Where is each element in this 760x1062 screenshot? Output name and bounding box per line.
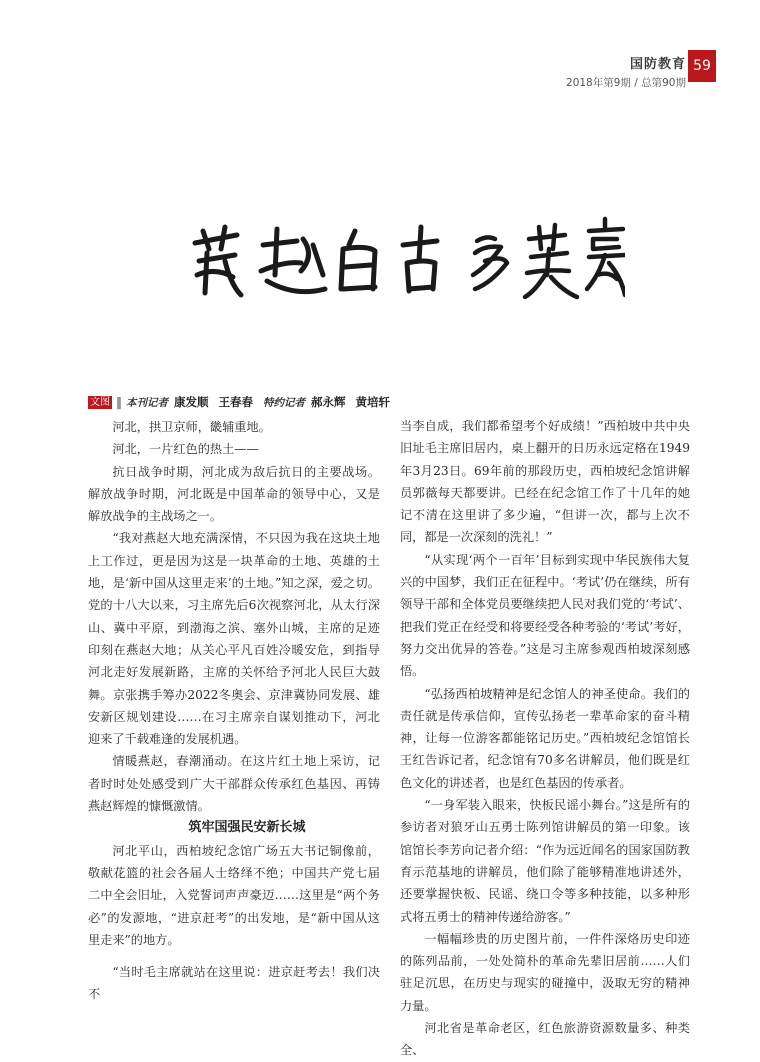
paragraph: 河北平山，西柏坡纪念馆广场五大书记铜像前，敬献花篮的社会各届人士络绎不绝；中国共产党七届二中全会旧址，入党誓词声声豪迈……这里是“两个务必”的发源地，“进京赶考”的出发地，是“新中国从这里走来”的地方。 [88,843,380,947]
paragraph: 河北，拱卫京师，畿辅重地。 [112,420,271,434]
journal-name: 国防教育 [629,57,686,72]
paragraph: “一身军装入眼来，快板民谣小舞台。”这是所有的参访者对狼牙山五勇士陈列馆讲解员的第一印象。该馆馆长李芳向记者介绍：“作为远近闻名的国家国防教育示范基地的讲解员，他们除了能够精准地讲述外，还要掌握快板、民谣、绕口令等多种技能，以多种形式将五勇士的精神传递给游客。” [400,798,690,924]
paragraph: 河北，一片红色的热土—— [112,442,259,457]
author-name: 康发顺 [174,395,209,409]
paragraph: “当时毛主席就站在这里说：进京赶考去！我们决不 [88,965,380,1002]
paragraph: 河北省是革命老区，红色旅游资源数量多、种类全、 [400,1021,690,1058]
running-header [566,53,686,90]
paragraph: 当李自成，我们都希望考个好成绩！”西柏坡中共中央旧址毛主席旧居内，桌上翻开的日历永远定格在1949年3月23日。69年前的那段历史，西柏坡纪念馆讲解员郭薇每天都要讲。已经在纪念馆工作了十几年的她记不清在这里讲了多少遍，“但讲一次，都与上次不同，都是一次深刻的洗礼！” [400,419,690,545]
paragraph: “弘扬西柏坡精神是纪念馆人的神圣使命。我们的责任就是传承信仰，宣传弘扬老一辈革命家的奋斗精神，让每一位游客都能铭记历史。”西柏坡纪念馆馆长王红告诉记者，纪念馆有70多名讲解员，他们既是红色文化的讲述者，也是红色基因的传承者。 [400,686,690,790]
page-number-badge: 59 [688,50,716,82]
section-heading: 筑牢国强民安新长城 [188,820,306,836]
paragraph: 情暖燕赵，春潮涌动。在这片红土地上采访，记者时时处处感受到广大干部群众传承红色基因、再铸燕赵辉煌的慷慨激情。 [88,754,380,814]
byline-role-staff: 本刊记者 [126,396,168,409]
paragraph: 一幅幅珍贵的历史图片前，一件件深烙历史印迹的陈列品前，一处处简朴的革命先辈旧居前……人们驻足沉思，在历史与现实的碰撞中，汲取无穷的精神力量。 [400,931,690,1013]
calligraphy-title-art [185,205,625,315]
right-column [400,415,690,1062]
byline-tag: 文图 [90,396,110,408]
paragraph: “从实现‘两个一百年’目标到实现中华民族伟大复兴的中国梦，我们正在征程中。‘考试’仍在继续，所有领导干部和全体党员要继续把人民对我们党的‘考试’、把我们党正在经受和将要经受各种考验的‘考试’考好，努力交出优异的答卷。”这是习主席参观西柏坡深刻感悟。 [400,552,690,679]
paragraph: “我对燕赵大地充满深情，不只因为我在这块土地上工作过，更是因为这是一块革命的土地、英雄的土地，是‘新中国从这里走来’的土地。”知之深，爱之切。党的十八大以来，习主席先后6次视察河北，从太行深山、冀中平原，到渤海之滨、塞外山城，主席的足迹印刻在燕赵大地；从关心平凡百姓冷暖安危，到指导河北走好发展新路，主席的关怀给予河北人民巨大鼓舞。京张携手筹办2022冬奥会、京津冀协同发展、雄安新区规划建设……在习主席亲自谋划推动下，河北迎来了千载难逢的发展机遇。 [88,531,380,747]
byline-role-special: 特约记者 [263,396,305,409]
left-column [88,416,380,1006]
paragraph: 抗日战争时期，河北成为敌后抗日的主要战场。解放战争时期，河北既是中国革命的领导中心，又是解放战争的主战场之一。 [88,464,380,524]
author-name: 王春春 [218,395,253,409]
calligraphy-title [185,205,625,315]
byline [88,393,408,411]
author-name: 黄培轩 [355,395,390,409]
byline-divider: ‖ [116,395,122,409]
author-name: 郝永辉 [311,395,346,409]
issue-info: 2018年第9期 / 总第90期 [566,77,686,89]
